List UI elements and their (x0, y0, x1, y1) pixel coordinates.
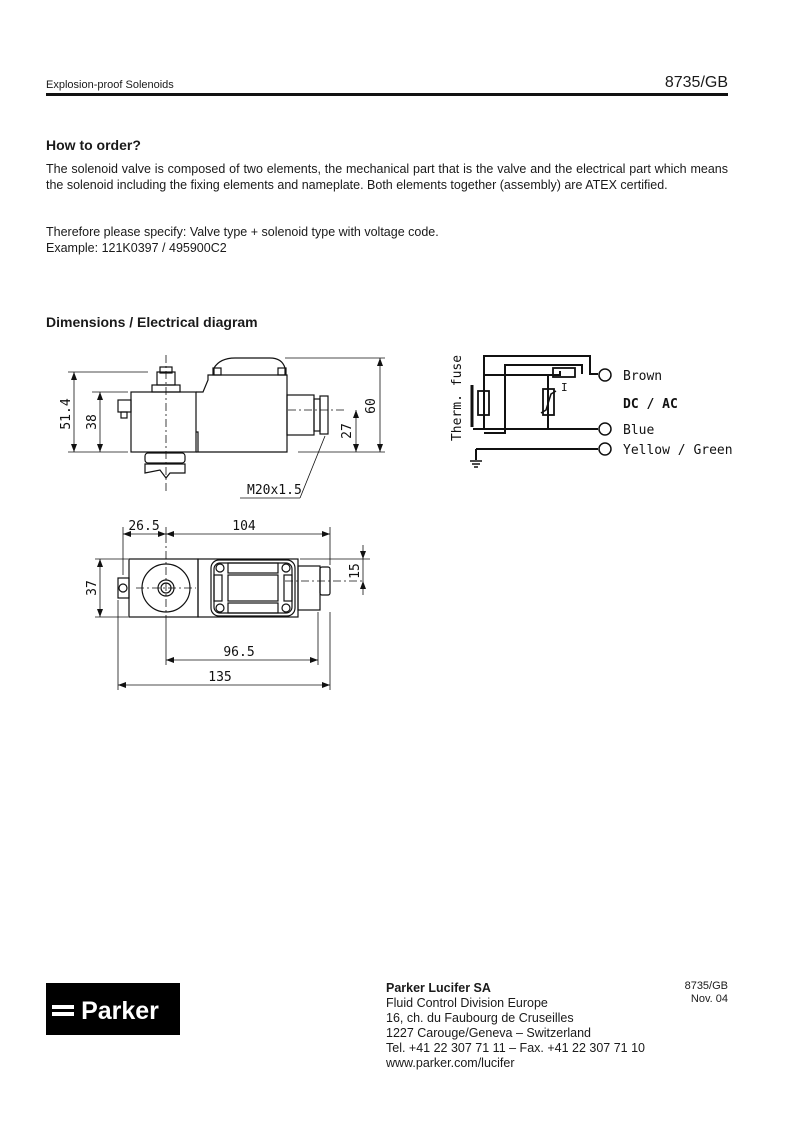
thread-label: M20x1.5 (247, 483, 302, 498)
housing-cover (214, 358, 285, 375)
dim-width: 37 (85, 580, 100, 596)
example-text: Example: 121K0397 / 495900C2 (46, 241, 227, 255)
terminal-yellow-green (599, 443, 611, 455)
specify-text: Therefore please specify: Valve type + solenoid type with voltage code. (46, 225, 439, 239)
dim-total-height: 60 (364, 398, 379, 414)
dim-inner-length: 96.5 (223, 645, 255, 660)
header-title: Explosion-proof Solenoids (46, 79, 174, 91)
dim-connector-height: 27 (340, 423, 355, 439)
dim-body-height: 38 (85, 414, 100, 430)
top-cable-gland (298, 566, 320, 610)
solenoid-housing-right (196, 375, 287, 452)
company-name: Parker Lucifer SA (386, 981, 491, 995)
how-to-order-paragraph: The solenoid valve is composed of two elements, the mechanical part that is the valve and the electrical part which means the solenoid including the fixing elements and nameplate. Both elements together (assembly) are ATEX certified. (46, 162, 728, 192)
parker-logo-mark (46, 983, 180, 1035)
terminal-blue (599, 423, 611, 435)
cable-gland (287, 395, 314, 435)
dimensions-heading: Dimensions / Electrical diagram (46, 314, 258, 330)
terminal-brown (599, 369, 611, 381)
current-type-label: DC / AC (623, 397, 678, 412)
footer-date: Nov. 04 (690, 993, 728, 1005)
dim-left-offset: 26.5 (128, 519, 160, 534)
header-doc-code: 8735/GB (664, 74, 728, 91)
dim-overall-height: 51.4 (59, 398, 74, 430)
parker-logo (46, 983, 180, 1035)
dim-connector-offset: 15 (348, 563, 363, 579)
company-phone: Tel. +41 22 307 71 11 – Fax. +41 22 307 71 10 (386, 1041, 646, 1055)
wire-brown-label: Brown (623, 369, 663, 384)
footer-docref (685, 980, 728, 1006)
how-to-order-heading: How to order? (46, 137, 141, 153)
company-city: 1227 Carouge/Geneva – Switzerland (386, 1026, 591, 1040)
top-body-right (198, 559, 298, 617)
company-address (386, 981, 645, 1071)
therm-fuse-label: Therm. fuse (450, 354, 465, 442)
footer-doc-code: 8735/GB (684, 980, 728, 992)
wire-yellow-green-label: Yellow / Green (623, 443, 733, 458)
company-division: Fluid Control Division Europe (386, 996, 548, 1010)
company-street: 16, ch. du Faubourg de Cruseilles (386, 1011, 574, 1025)
svg-text:Parker: Parker (81, 997, 159, 1025)
wire-blue-label: Blue (623, 423, 655, 438)
electrical-diagram (470, 356, 611, 467)
company-website[interactable]: www.parker.com/lucifer (386, 1056, 515, 1070)
dim-top-length: 104 (232, 519, 256, 534)
fuse-marker: I (561, 381, 568, 394)
dim-total-length: 135 (208, 670, 232, 685)
solenoid-body-left (131, 392, 196, 452)
